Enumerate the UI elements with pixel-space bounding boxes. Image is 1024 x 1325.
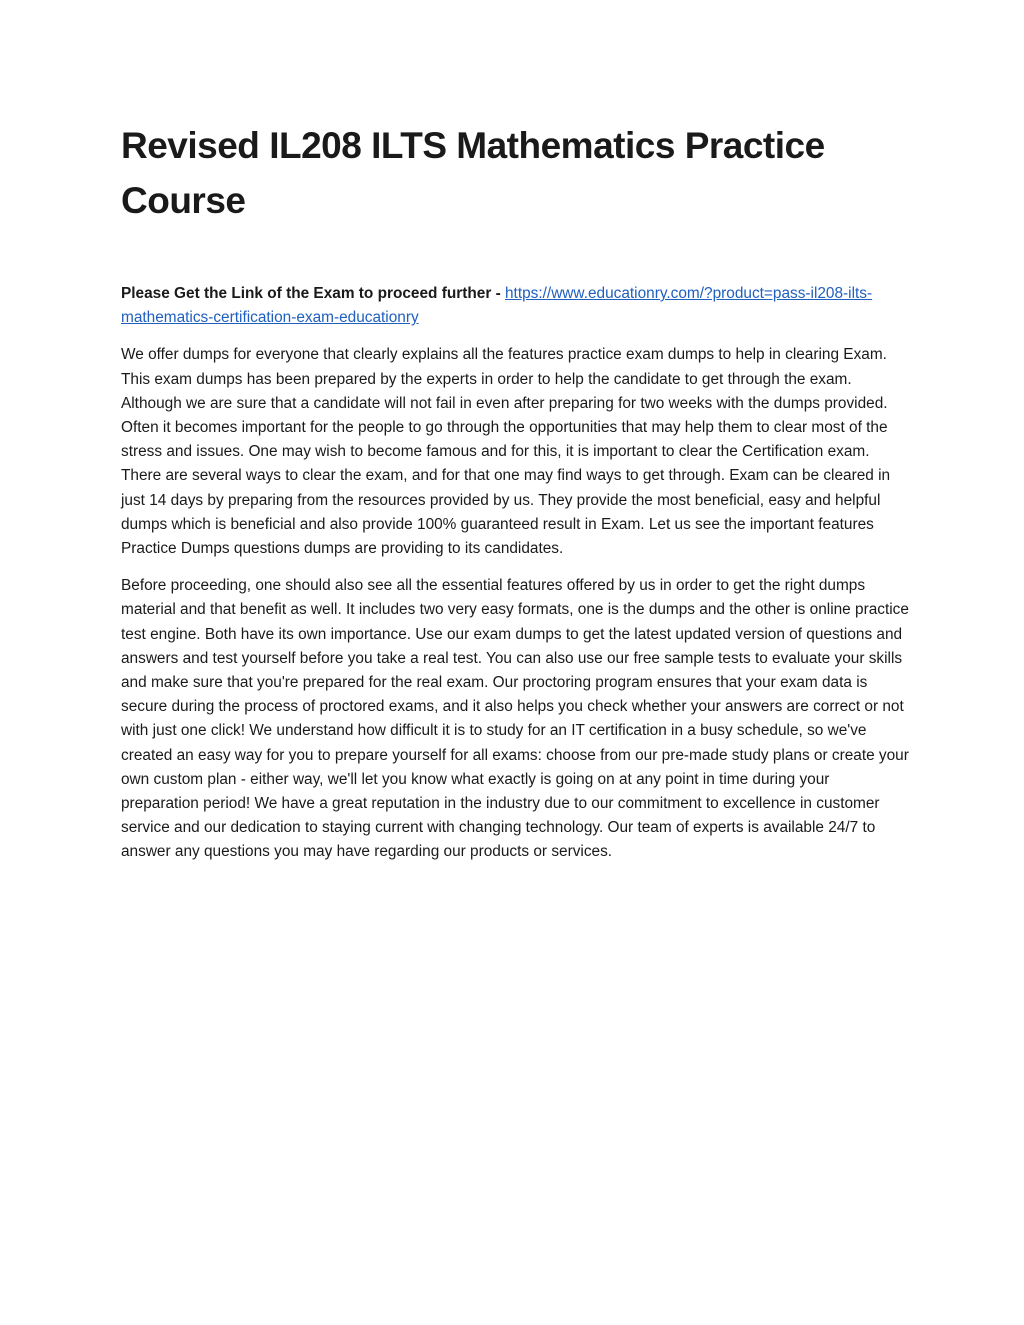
exam-link[interactable]: https://www.educationry.com/?product=pass-il208-ilts-mathematics-certification-exam-educationry bbox=[121, 285, 873, 327]
exam-link-paragraph bbox=[121, 282, 911, 330]
page-title: Revised IL208 ILTS Mathematics Practice Course bbox=[121, 125, 825, 221]
body-paragraph-2: Before proceeding, one should also see all the essential features offered by us in order to get the right dumps material and that benefit as well. It includes two very easy formats, one is the dumps and the other is online practice test engine. Both have its own importance. Use our exam dumps to get the latest updated version of questions and answers and test yourself before you take a real test. You can also use our free sample tests to evaluate your skills and make sure that you're prepared for the real exam. Our proctoring program ensures that your exam data is secure during the process of proctored exams, and it also helps you check whether your answers are correct or not with just one click! We understand how difficult it is to study for an IT certification in a busy schedule, so we've created an easy way for you to prepare yourself for all exams: choose from our pre-made study plans or create your own custom plan - either way, we'll let you know what exactly is going on at any point in time during your preparation period! We have a great reputation in the industry due to our commitment to excellence in customer service and our dedication to staying current with changing technology. Our team of experts is available 24/7 to answer any questions you may have regarding our products or services. bbox=[121, 577, 909, 861]
body-paragraph-1: We offer dumps for everyone that clearly explains all the features practice exam dumps to help in clearing Exam. This exam dumps has been prepared by the experts in order to help the candidate to get through the exam. Although we are sure that a candidate will not fail in even after preparing for two weeks with the dumps provided. Often it becomes important for the people to go through the opportunities that may help them to clear most of the stress and issues. One may wish to become famous and for this, it is important to clear the Certification exam. There are several ways to clear the exam, and for that one may find ways to get through. Exam can be cleared in just 14 days by preparing from the resources provided by us. They provide the most beneficial, easy and helpful dumps which is beneficial and also provide 100% guaranteed result in Exam. Let us see the important features Practice Dumps questions dumps are providing to its candidates. bbox=[121, 346, 891, 558]
exam-link-lead: Please Get the Link of the Exam to proceed further - bbox=[121, 285, 505, 302]
document-page bbox=[121, 118, 911, 865]
